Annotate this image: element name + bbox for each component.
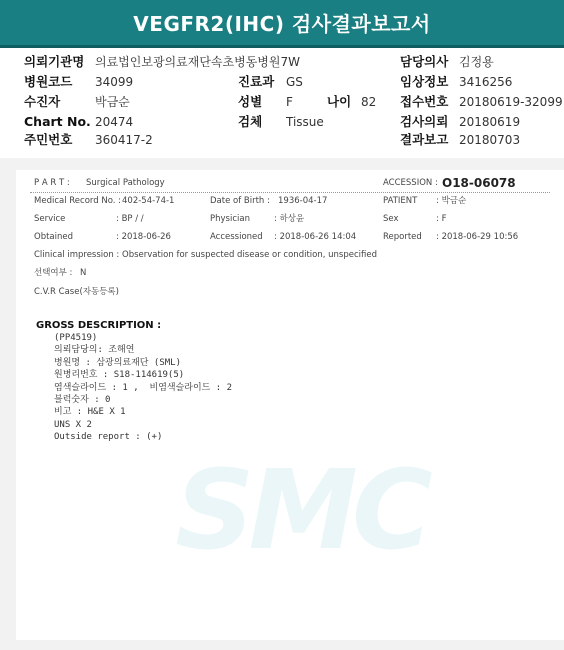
accessioned-value: : 2018-06-26 14:04 xyxy=(274,232,357,242)
accessioned-label: Accessioned xyxy=(210,232,263,242)
dept-value: GS xyxy=(286,75,303,89)
report-row-part xyxy=(16,175,564,191)
id-label: 주민번호 xyxy=(24,132,73,147)
part-label: P A R T : xyxy=(34,178,70,188)
part-value: Surgical Pathology xyxy=(86,178,165,188)
gross-line: UNS X 2 xyxy=(54,419,92,430)
id-value: 360417-2 xyxy=(95,133,153,147)
gross-line: 염색슬라이드 : 1 , 비염색슬라이드 : 2 xyxy=(54,382,233,393)
accession-label: ACCESSION : xyxy=(383,178,438,188)
clinical-info-value: 3416256 xyxy=(459,75,513,89)
request-date-label: 검사의뢰 xyxy=(400,114,449,129)
obtained-label: Obtained xyxy=(34,232,74,242)
report-row-dates xyxy=(16,229,564,245)
clinical-info-label: 임상정보 xyxy=(400,74,449,89)
institution-value: 의료법인보광의료재단속초병동병원7W xyxy=(95,55,300,69)
report-row-mrn xyxy=(16,193,564,209)
gross-line: 원병리번호 : S18-114619(5) xyxy=(54,370,185,381)
report-title: VEGFR2(IHC) 검사결과보고서 xyxy=(0,0,564,48)
sex-label: 성별 xyxy=(238,94,263,109)
header-row-5 xyxy=(0,131,564,149)
header-row-4 xyxy=(0,113,564,131)
institution-label: 의뢰기관명 xyxy=(24,54,85,69)
pathology-report xyxy=(16,170,564,640)
patient-label-en: PATIENT xyxy=(383,196,418,206)
cvr-case: C.V.R Case(자동등록) xyxy=(34,287,119,297)
obtained-value: : 2018-06-26 xyxy=(116,232,171,242)
header-row-1 xyxy=(0,53,564,71)
header-row-2 xyxy=(0,73,564,91)
reported-value: : 2018-06-29 10:56 xyxy=(436,232,519,242)
doctor-label: 담당의사 xyxy=(400,54,449,69)
doctor-value: 김정용 xyxy=(459,55,494,69)
report-row-cvr xyxy=(16,284,564,300)
watermark-logo: SMC xyxy=(175,446,427,574)
report-row-service xyxy=(16,211,564,227)
header-info xyxy=(0,48,564,158)
specimen-value: Tissue xyxy=(286,115,324,129)
hospital-code-value: 34099 xyxy=(95,75,134,89)
sex-label-en: Sex xyxy=(383,214,399,224)
gross-line: 의뢰담당의: 조해연 xyxy=(54,345,135,356)
patient-value: 박금순 xyxy=(95,95,130,109)
report-date-value: 20180703 xyxy=(459,133,521,147)
selection-value: N xyxy=(80,268,87,278)
patient-label: 수진자 xyxy=(24,94,61,109)
physician-label: Physician xyxy=(210,214,250,224)
service-value: : BP / / xyxy=(116,214,144,224)
gross-description-title: GROSS DESCRIPTION : xyxy=(36,320,162,331)
report-date-label: 결과보고 xyxy=(400,132,449,147)
reported-label: Reported xyxy=(383,232,422,242)
sex-value-en: : F xyxy=(436,214,447,224)
header-row-3 xyxy=(0,93,564,111)
selection-label: 선택여부 : xyxy=(34,268,73,278)
dept-label: 진료과 xyxy=(238,74,275,89)
clinical-impression-label: Clinical impression : xyxy=(34,250,120,260)
mrn-value: 402-54-74-1 xyxy=(122,196,175,206)
gross-line: 병원명 : 삼광의료재단 (SML) xyxy=(54,357,182,368)
chart-no-label: Chart No. xyxy=(24,114,91,129)
dob-label: Date of Birth : xyxy=(210,196,270,206)
hospital-code-label: 병원코드 xyxy=(24,74,73,89)
request-date-value: 20180619 xyxy=(459,115,521,129)
specimen-label: 검체 xyxy=(238,114,263,129)
mrn-label: Medical Record No. : xyxy=(34,196,122,206)
sex-value: F xyxy=(286,95,293,109)
service-label: Service xyxy=(34,214,66,224)
gross-line: (PP4519) xyxy=(54,333,98,343)
clinical-impression-value: Observation for suspected disease or condition, unspecified xyxy=(122,250,377,260)
gross-description-body xyxy=(54,332,232,444)
chart-no-value: 20474 xyxy=(95,115,134,129)
gross-line: 블럭숫자 : 0 xyxy=(54,394,111,405)
physician-value: : 하상윤 xyxy=(274,214,305,224)
report-row-clinical xyxy=(16,247,564,263)
age-label: 나이 xyxy=(327,94,352,109)
dob-value: 1936-04-17 xyxy=(278,196,328,206)
age-value: 82 xyxy=(361,95,377,109)
gross-line: 비고 : H&E X 1 xyxy=(54,407,126,418)
patient-value-en: : 박금순 xyxy=(436,196,467,206)
receipt-no-label: 접수번호 xyxy=(400,94,449,109)
gross-line: Outside report : (+) xyxy=(54,432,163,443)
report-row-selection xyxy=(16,265,564,281)
accession-value: O18-06078 xyxy=(442,176,516,190)
receipt-no-value: 20180619-32099 xyxy=(459,95,563,109)
